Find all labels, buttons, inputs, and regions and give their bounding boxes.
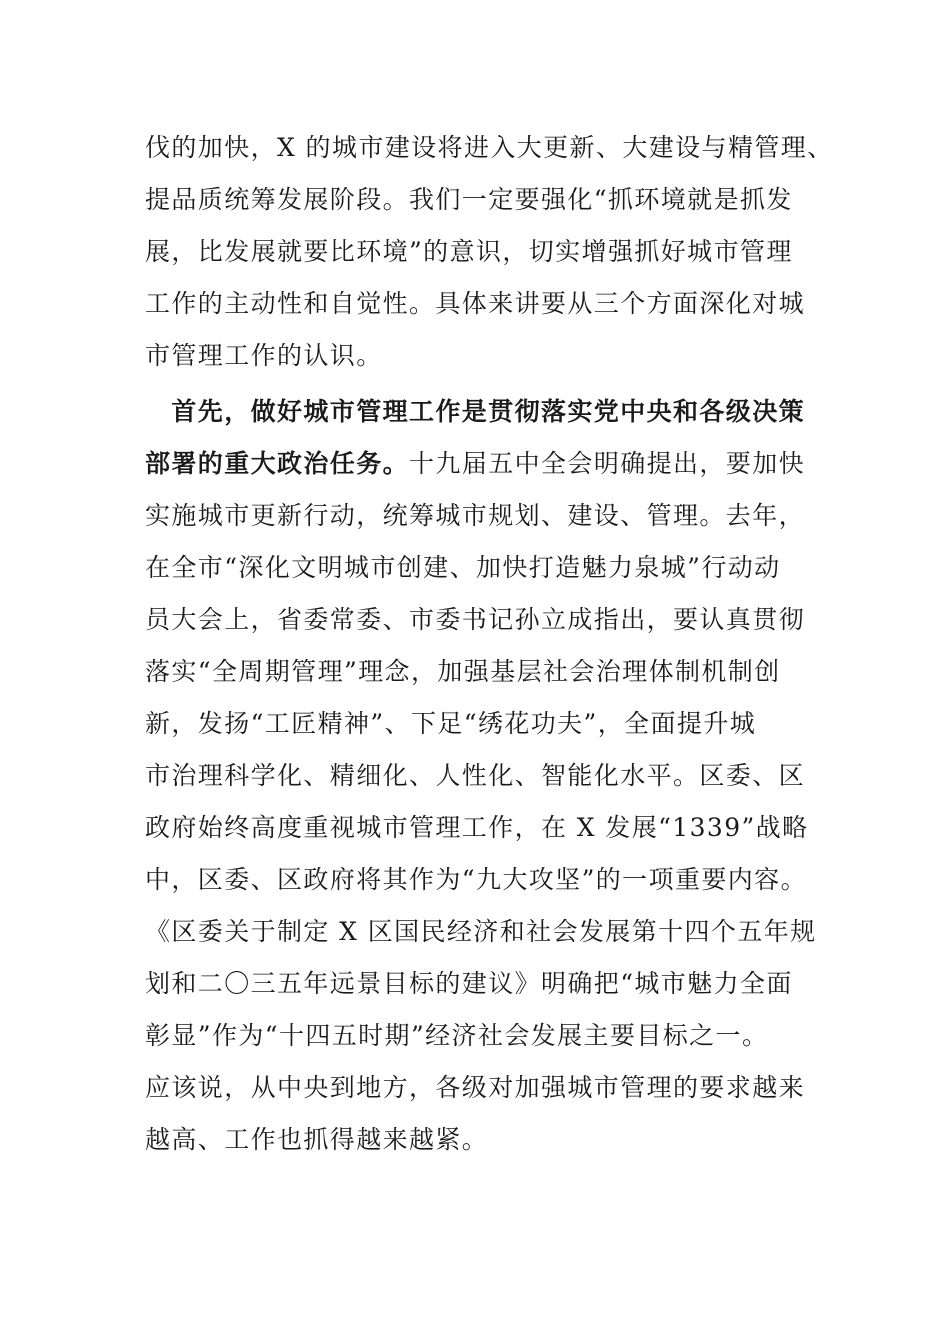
paragraph-line: 市管理工作的认识。 — [145, 341, 383, 370]
paragraph-line: 提品质统筹发展阶段。我们一定要强化“抓环境就是抓发 — [145, 185, 793, 214]
paragraph-line: 伐的加快，X 的城市建设将进入大更新、大建设与精管理、 — [145, 133, 834, 162]
paragraph-line: 展，比发展就要比环境”的意识，切实增强抓好城市管理 — [145, 237, 793, 266]
paragraph-line: 实施城市更新行动，统筹城市规划、建设、管理。去年， — [145, 501, 806, 530]
paragraph-line: 员大会上，省委常委、市委书记孙立成指出，要认真贯彻 — [145, 605, 806, 634]
paragraph-1 — [145, 122, 834, 382]
paragraph-line: 政府始终高度重视城市管理工作，在 X 发展“1339”战略 — [145, 813, 809, 842]
paragraph-line: 彰显”作为“十四五时期”经济社会发展主要目标之一。 — [145, 1021, 769, 1050]
paragraph-line-text: 十九届五中全会明确提出，要加快 — [409, 449, 806, 478]
paragraph-line — [145, 438, 825, 490]
paragraph-line: 新，发扬“工匠精神”、下足“绣花功夫”，全面提升城 — [145, 709, 757, 738]
paragraph-line: 应该说，从中央到地方，各级对加强城市管理的要求越来 — [145, 1073, 806, 1102]
paragraph-heading-end: 部署的重大政治任务。 — [145, 449, 410, 478]
paragraph-line: 落实“全周期管理”理念，加强基层社会治理体制机制创 — [145, 657, 781, 686]
paragraph-line: 在全市“深化文明城市创建、加快打造魅力泉城”行动动 — [145, 553, 781, 582]
paragraph-line: 工作的主动性和自觉性。具体来讲要从三个方面深化对城 — [145, 289, 806, 318]
paragraph-heading-line: 首先，做好城市管理工作是贯彻落实党中央和各级决策 — [145, 397, 806, 426]
paragraph-2 — [145, 386, 825, 1166]
paragraph-line: 《区委关于制定 X 区国民经济和社会发展第十四个五年规 — [145, 917, 817, 946]
paragraph-line: 越高、工作也抓得越来越紧。 — [145, 1125, 489, 1154]
paragraph-line: 中，区委、区政府将其作为“九大攻坚”的一项重要内容。 — [145, 865, 807, 894]
paragraph-line: 市治理科学化、精细化、人性化、智能化水平。区委、区 — [145, 761, 806, 790]
paragraph-line: 划和二〇三五年远景目标的建议》明确把“城市魅力全面 — [145, 969, 793, 998]
